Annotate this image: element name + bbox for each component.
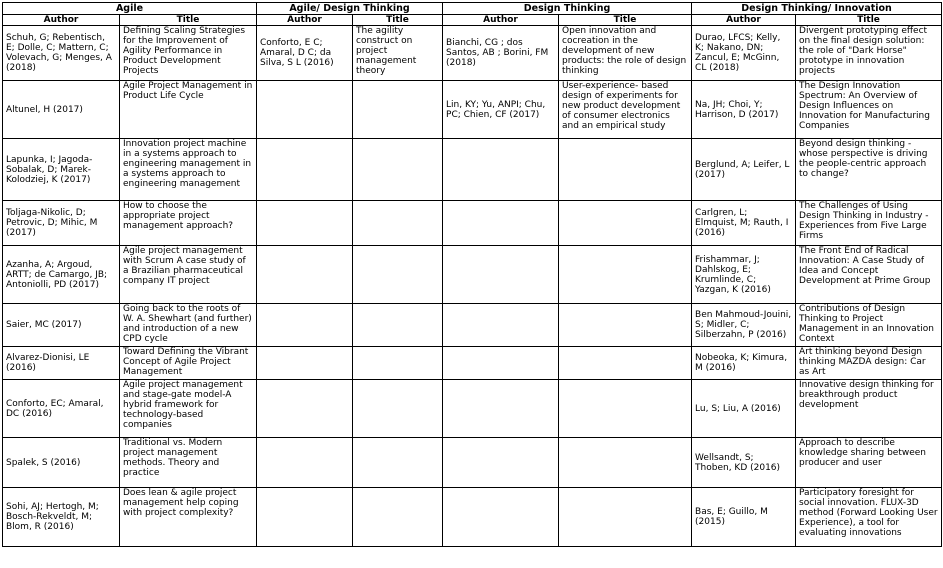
table-row <box>3 246 942 304</box>
author-cell <box>257 201 353 246</box>
author-cell: Spalek, S (2016) <box>3 438 120 488</box>
column-header-title: Title <box>120 15 257 26</box>
author-cell <box>257 246 353 304</box>
title-cell: User-experience- based design of experiments for new product development of consumer electronics and an empirical study <box>559 81 692 139</box>
title-cell <box>559 304 692 347</box>
author-cell <box>257 139 353 201</box>
title-cell: Participatory foresight for social innovation. FLUX-3D method (Forward Looking User Experience), a tool for evaluating innovations <box>796 488 942 547</box>
title-cell <box>353 347 443 380</box>
title-cell: Traditional vs. Modern project management methods. Theory and practice <box>120 438 257 488</box>
column-header-title: Title <box>559 15 692 26</box>
author-cell: Azanha, A; Argoud, ARTT; de Camargo, JB; Antoniolli, PD (2017) <box>3 246 120 304</box>
title-cell <box>353 380 443 438</box>
title-cell: Does lean & agile project management help coping with project complexity? <box>120 488 257 547</box>
author-cell: Nobeoka, K; Kimura, M (2016) <box>692 347 796 380</box>
column-header-author: Author <box>443 15 559 26</box>
author-cell: Alvarez-Dionisi, LE (2016) <box>3 347 120 380</box>
author-cell <box>443 201 559 246</box>
title-cell: How to choose the appropriate project management approach? <box>120 201 257 246</box>
title-cell <box>353 438 443 488</box>
author-cell <box>257 304 353 347</box>
title-cell <box>559 139 692 201</box>
author-cell: Ben Mahmoud-Jouini, S; Midler, C; Silberzahn, P (2016) <box>692 304 796 347</box>
title-cell: Agile project management with Scrum A case study of a Brazilian pharmaceutical company IT project <box>120 246 257 304</box>
author-cell: Bas, E; Guillo, M (2015) <box>692 488 796 547</box>
author-cell <box>257 438 353 488</box>
author-cell: Conforto, E C; Amaral, D C; da Silva, S L (2016) <box>257 26 353 81</box>
author-cell <box>257 347 353 380</box>
table-row <box>3 347 942 380</box>
column-header-author: Author <box>3 15 120 26</box>
table-row <box>3 26 942 81</box>
author-cell <box>443 304 559 347</box>
author-cell: Wellsandt, S; Thoben, KD (2016) <box>692 438 796 488</box>
table-row <box>3 488 942 547</box>
title-cell <box>559 438 692 488</box>
title-cell: Defining Scaling Strategies for the Improvement of Agility Performance in Product Development Projects <box>120 26 257 81</box>
title-cell: Innovation project machine in a systems approach to engineering management in a systems approach to engineering management <box>120 139 257 201</box>
author-cell <box>257 81 353 139</box>
group-header-design-thinking-innovation: Design Thinking/ Innovation <box>692 3 942 15</box>
title-cell: Agile Project Management in Product Life Cycle <box>120 81 257 139</box>
title-cell <box>353 246 443 304</box>
title-cell <box>353 201 443 246</box>
author-cell: Na, JH; Choi, Y; Harrison, D (2017) <box>692 81 796 139</box>
column-header-author: Author <box>692 15 796 26</box>
title-cell: The agility construct on project management theory <box>353 26 443 81</box>
author-cell: Saier, MC (2017) <box>3 304 120 347</box>
group-header-agile: Agile <box>3 3 257 15</box>
column-header-title: Title <box>353 15 443 26</box>
author-cell: Conforto, EC; Amaral, DC (2016) <box>3 380 120 438</box>
author-cell: Lu, S; Liu, A (2016) <box>692 380 796 438</box>
literature-table <box>2 2 942 547</box>
title-cell: Beyond design thinking - whose perspective is driving the people-centric approach to change? <box>796 139 942 201</box>
title-cell: The Front End of Radical Innovation: A Case Study of Idea and Concept Development at Prime Group <box>796 246 942 304</box>
column-header-title: Title <box>796 15 942 26</box>
title-cell <box>559 347 692 380</box>
author-cell: Bianchi, CG ; dos Santos, AB ; Borini, FM (2018) <box>443 26 559 81</box>
author-cell: Lin, KY; Yu, ANPI; Chu, PC; Chien, CF (2017) <box>443 81 559 139</box>
author-cell <box>443 139 559 201</box>
title-cell <box>353 81 443 139</box>
title-cell <box>559 246 692 304</box>
title-cell <box>353 304 443 347</box>
table-row <box>3 81 942 139</box>
author-cell: Durao, LFCS; Kelly, K; Nakano, DN; Zancul, E; McGinn, CL (2018) <box>692 26 796 81</box>
author-cell <box>443 438 559 488</box>
title-cell: Agile project management and stage-gate model-A hybrid framework for technology-based companies <box>120 380 257 438</box>
title-cell: The Design Innovation Spectrum: An Overview of Design Influences on Innovation for Manufacturing Companies <box>796 81 942 139</box>
author-cell: Frishammar, J; Dahlskog, E; Krumlinde, C; Yazgan, K (2016) <box>692 246 796 304</box>
author-cell <box>443 488 559 547</box>
title-cell: Innovative design thinking for breakthrough product development <box>796 380 942 438</box>
title-cell: The Challenges of Using Design Thinking in Industry - Experiences from Five Large Firms <box>796 201 942 246</box>
column-header-author: Author <box>257 15 353 26</box>
title-cell <box>559 488 692 547</box>
title-cell <box>353 139 443 201</box>
group-header-agile-design-thinking: Agile/ Design Thinking <box>257 3 443 15</box>
author-cell <box>443 347 559 380</box>
title-cell: Art thinking beyond Design thinking MAZDA design: Car as Art <box>796 347 942 380</box>
title-cell: Contributions of Design Thinking to Project Management in an Innovation Context <box>796 304 942 347</box>
title-cell: Open innovation and cocreation in the development of new products: the role of design thinking <box>559 26 692 81</box>
table-row <box>3 438 942 488</box>
group-header-design-thinking: Design Thinking <box>443 3 692 15</box>
author-cell <box>443 246 559 304</box>
table-row <box>3 139 942 201</box>
author-cell: Toljaga-Nikolic, D; Petrovic, D; Mihic, M (2017) <box>3 201 120 246</box>
table-row <box>3 304 942 347</box>
table-row <box>3 201 942 246</box>
author-cell: Carlgren, L; Elmquist, M; Rauth, I (2016) <box>692 201 796 246</box>
author-cell <box>257 488 353 547</box>
author-cell <box>257 380 353 438</box>
author-cell: Sohi, AJ; Hertogh, M; Bosch-Rekveldt, M; Blom, R (2016) <box>3 488 120 547</box>
author-cell: Altunel, H (2017) <box>3 81 120 139</box>
author-cell <box>443 380 559 438</box>
title-cell <box>559 201 692 246</box>
title-cell: Toward Defining the Vibrant Concept of Agile Project Management <box>120 347 257 380</box>
title-cell <box>353 488 443 547</box>
table-body <box>3 26 942 547</box>
title-cell: Going back to the roots of W. A. Shewhart (and further) and introduction of a new CPD cycle <box>120 304 257 347</box>
author-cell: Schuh, G; Rebentisch, E; Dolle, C; Mattern, C; Volevach, G; Menges, A (2018) <box>3 26 120 81</box>
title-cell <box>559 380 692 438</box>
title-cell: Approach to describe knowledge sharing between producer and user <box>796 438 942 488</box>
table-row <box>3 380 942 438</box>
title-cell: Divergent prototyping effect on the final design solution: the role of "Dark Horse" prototype in innovation projects <box>796 26 942 81</box>
author-cell: Berglund, A; Leifer, L (2017) <box>692 139 796 201</box>
author-cell: Lapunka, I; Jagoda-Sobalak, D; Marek-Kolodziej, K (2017) <box>3 139 120 201</box>
